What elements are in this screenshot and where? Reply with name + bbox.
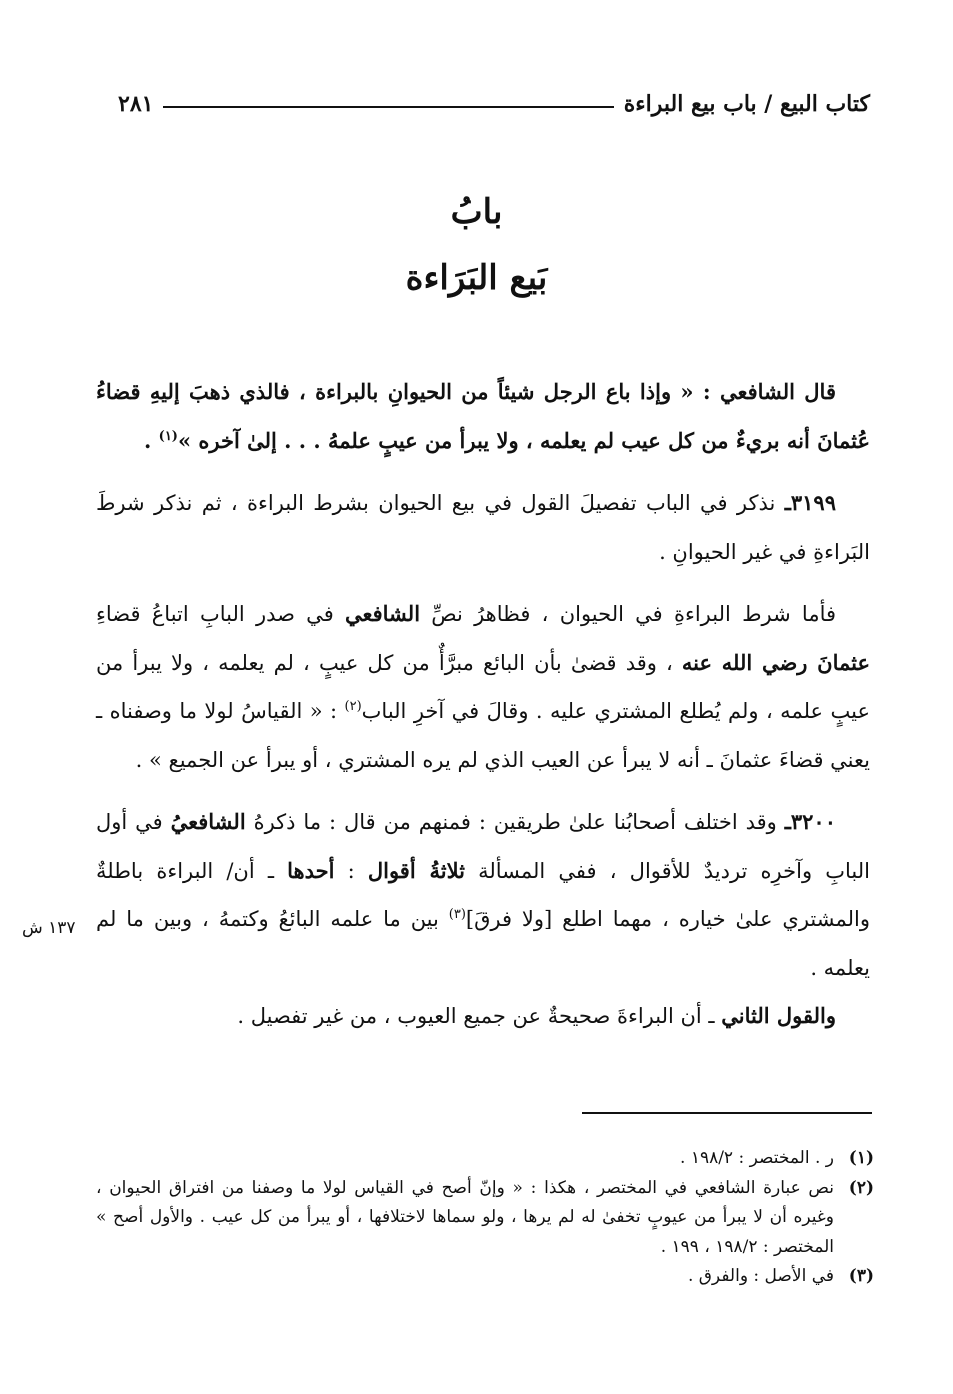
chapter-title: بَيع البَرَاءة — [405, 258, 548, 298]
footnote-rule — [582, 1112, 872, 1114]
footnote-number: (٢) — [848, 1177, 874, 1198]
footnote-text: نص عبارة الشافعي في المختصر ، هكذا : « وإنّ أصح في القياس لولا ما وصفنا من افتراق الحيوان ، وغيره أن لا يبرأ من عيوبٍ تخفىٰ له لم يرها ، ولو سماها لاختلافها ، أو يبرأ من كل عيب . والأول أصح » المختصر : ١٩٨/٢ ، ١٩٩ . — [96, 1177, 834, 1257]
text-run: ، وقد قضىٰ بأن البائع مبرَّأٌ من كل عيبٍ ، لم يعلمه ، ولا يبرأ من عيبٍ علمه ، ولم يُطلع المشتري عليه . وقالَ في آخرِ الباب — [96, 650, 870, 723]
running-title: كتاب البيع / باب بيع البراءة — [623, 91, 870, 117]
footnote-1 — [96, 1144, 874, 1174]
quote-text: قال الشافعي : « وإذا باع الرجل شيئاً من الحيوانِ بالبراءة ، فالذي ذهبَ إليهِ قضاءُ عُثمانَ أنه بريءٌ من كل عيب لم يعلمه ، ولا يبرأ من عيبٍ علمهُ . . . إلىٰ آخره » — [96, 379, 870, 453]
text-run: بين ما علمه البائعُ وكتمهُ ، وبين ما لم يعلمه . — [96, 907, 870, 980]
page-number: ٢٨١ — [118, 91, 154, 117]
margin-note: ١٣٧ ش — [22, 918, 76, 938]
footnote-2 — [96, 1174, 874, 1263]
paragraph-number: ٣٢٠٠ـ — [784, 809, 836, 834]
text-run: فأما شرط البراءةِ في الحيوان ، فظاهرُ نصِّ — [420, 602, 837, 626]
text-run: وقد اختلف أصحابُنا علىٰ طريقين : فمنهم من قال : ما ذكرهُ — [245, 810, 785, 834]
running-head — [118, 84, 870, 124]
quote-end: . — [144, 427, 159, 453]
footnote-ref-2: (٢) — [344, 699, 362, 714]
paragraph-quote — [96, 368, 870, 465]
name-uthman: عثمانَ رضي الله عنه — [681, 649, 870, 675]
footnote-number: (٣) — [848, 1266, 874, 1286]
footnote-text: في الأصل : والفرق . — [687, 1266, 834, 1286]
footnote-3 — [96, 1262, 874, 1292]
paragraph-3199 — [96, 479, 870, 576]
paragraph-text: نذكر في الباب تفصيلَ القول في بيع الحيوان بشرط البراءة ، ثم نذكر شرطَ البَراءةِ في غير الحيوانِ . — [96, 491, 870, 564]
name-shafii: الشافعيُ — [170, 809, 246, 834]
paragraph-second-opinion — [96, 992, 870, 1041]
footnote-text: ر . المختصر : ١٩٨/٢ . — [680, 1148, 834, 1168]
footnote-ref-1: (١) — [158, 428, 178, 444]
text-run: : « القياسُ لولا ما وصفناه ـ يعني قضاءَ عثمانَ ـ أنه لا يبرأ عن العيب الذي لم يره المشتري ، أو يبرأ عن الجميع » . — [96, 699, 870, 772]
three-opinions: ثلاثةُ أقوال — [367, 857, 465, 883]
first-opinion: أحدها — [287, 857, 335, 883]
header-rule — [163, 106, 613, 108]
text-run: : — [334, 858, 368, 883]
body-text — [96, 368, 870, 1041]
text-run: في أول البابِ وآخرِه ترديدٌ للأقوال ، ففي المسألة — [96, 810, 870, 883]
name-shafii: الشافعي — [344, 601, 421, 626]
paragraph-number: ٣١٩٩ـ — [784, 490, 836, 515]
footnotes — [96, 1144, 874, 1292]
text-run: ـ أن البراءةَ صحيحةٌ عن جميع العيوب ، من غير تفصيل . — [237, 1004, 722, 1028]
second-opinion: والقول الثاني — [721, 1003, 836, 1028]
footnote-ref-3: (٣) — [448, 907, 466, 922]
text-run: في صدر البابِ اتباعُ قضاءِ — [96, 602, 345, 626]
paragraph-3200 — [96, 798, 870, 992]
chapter-label: بابُ — [450, 192, 503, 232]
text-run: ـ أن/ البراءة باطلةٌ والمشتري علىٰ خياره ، مهما اطلع [ولا فرقَ] — [96, 858, 870, 931]
paragraph-condition — [96, 590, 870, 784]
footnote-number: (١) — [848, 1148, 874, 1168]
